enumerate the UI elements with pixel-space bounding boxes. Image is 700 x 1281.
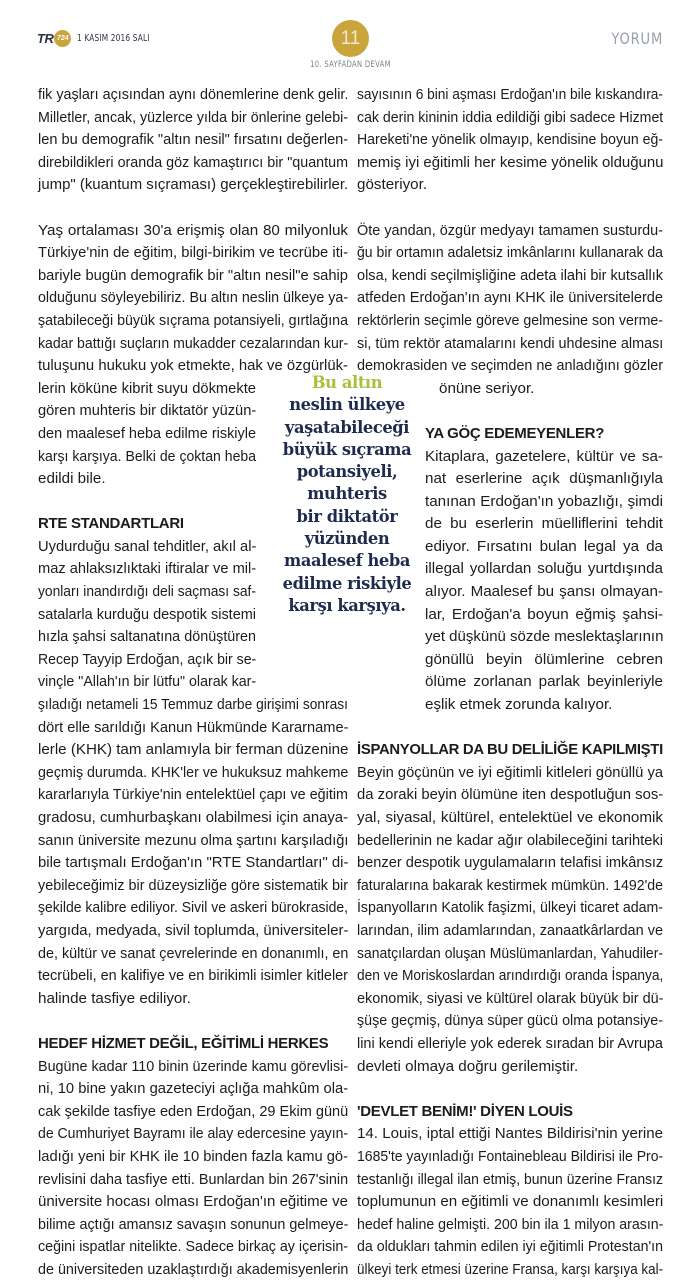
page-number-badge: 11 — [332, 20, 369, 57]
text-line: önüne seriyor. — [439, 379, 535, 397]
paragraph — [357, 84, 663, 197]
text-line: olsa, kendi seçilmişliğine adeta ilahi bir kutsallık — [357, 266, 663, 284]
text-line: tecrübeli, en kalifiye ve en birikimli isimler kitleler — [38, 967, 348, 985]
text-line: atfeden Erdoğan'ın aynı KHK ile üniversitelerde — [357, 289, 663, 307]
section-heading: 'DEVLET BENİM!' DİYEN LOUİS — [357, 1102, 573, 1120]
text-line: lerin köküne kibrit suyu dökmekte — [38, 379, 256, 397]
text-line: de üniversiteden uzaklaştırdığı akademisyenlerin — [38, 1260, 349, 1278]
text-line: gören muhteris bir diktatör yüzün- — [38, 402, 257, 420]
text-line: yargıda, medyada, sivil toplumda, üniversiteler- — [38, 921, 349, 939]
text-line: larından, ilim adamlarından, zanaatkârlardan ve — [357, 921, 663, 939]
text-line: maz ahlaksızlıktaki iftiralar ve mil- — [38, 560, 257, 578]
text-line: faturalarına bakarak kestirmek mümkün. 1492'de — [357, 876, 663, 894]
pull-quote-line: bir diktatör — [296, 506, 398, 526]
text-line: şekilde kalibre ediliyor. Sivil ve askeri bürokraside, — [38, 899, 348, 917]
text-line: da oldukları tahmin edilen iyi eğitimli Protestan'ın — [357, 1238, 663, 1256]
text-line: ölüme zorlanan parlak beyinleriyle — [425, 673, 663, 691]
text-line: illegal yollardan soluğu yurtdışında — [425, 560, 663, 578]
section-heading: İSPANYOLLAR DA BU DELİLİĞE KAPILMIŞTI — [357, 741, 663, 759]
paragraph — [38, 1056, 348, 1281]
text-line: bilime açtığı amansız savaşın sonunun gelmeye- — [38, 1215, 349, 1233]
text-line: vinçle "Allah'ın bir lütfu" olarak kar- — [38, 673, 257, 691]
text-line: den ve Moriskoslardan arındırdığı oranda İspanya, — [357, 967, 664, 985]
text-line: memiş iyi eğitimli her kesime yönelik olduğunu — [357, 153, 664, 171]
continued-from-label — [0, 60, 700, 70]
text-line: gösteriyor. — [357, 176, 428, 194]
text-line: den maalesef heba edilme riskiyle — [38, 424, 256, 442]
text-line: ülkeyi terk etmesi üzerine Fransa, karşı karşıya kal- — [357, 1260, 664, 1278]
text-line: şüşe geçmiş, dünya süper gücü olma potansiye- — [357, 1012, 664, 1030]
text-line: alıyor. Maalesef bu şansı olmayan- — [425, 583, 663, 601]
pull-quote-line: yaşatabileceği — [284, 417, 410, 437]
text-line: da zoraki beyin ölümüne iten despotluğun sos- — [357, 786, 664, 804]
text-line: ğu bir ortamın adaletsiz imkânlarını kullanarak da — [357, 244, 663, 262]
section-label: YORUM — [611, 29, 663, 48]
text-line: fik yaşları açısından aynı dönemlerine denk gelir. — [38, 86, 349, 103]
paragraph — [357, 220, 663, 401]
section-heading: HEDEF HİZMET DEĞİL, EĞİTİMLİ HERKES — [38, 1034, 329, 1052]
text-line: yet düşkünü sözde meslektaşlarının — [425, 628, 664, 646]
page-header — [0, 0, 700, 80]
right-column — [357, 84, 663, 1281]
text-line: olduğunu söyleyebiliriz. Bu altın neslin ülkeye ya- — [38, 289, 349, 307]
text-line: kadar battığı suçların mukadder cezalarından kur- — [38, 334, 349, 352]
text-line: İspanyolların Katolik faşizmi, ülkeyi ticaret adam- — [357, 899, 663, 917]
text-line: yonları inandırdığı deli saçması saf- — [38, 583, 256, 601]
indented-block — [425, 423, 663, 717]
text-line: Öte yandan, özgür medyayı tamamen susturdu- — [357, 221, 663, 239]
text-line: nat eserlerine açık düşmanlığıyla — [425, 470, 663, 488]
section-heading: RTE STANDARTLARI — [38, 515, 184, 533]
text-line: devleti olmaya doğru gerilemiştir. — [357, 1057, 579, 1075]
text-line: Bugüne kadar 110 binin üzerinde kamu görevlisi- — [38, 1057, 349, 1075]
text-line: ladığı yeni bir KHK ile 10 binden fazla kamu gö- — [38, 1147, 348, 1165]
text-line: Milletler, ancak, yüzlerce yılda bir önlerine gelebi- — [38, 108, 348, 126]
paragraph — [38, 84, 348, 197]
pull-quote-line: potansiyeli, — [296, 462, 398, 482]
text-line: testanlığı illegal ilan etmiş, bunun üzerine Fransız — [357, 1170, 663, 1188]
text-line: Türkiye'nin de eğitim, bilgi-birikim ve tecrübe iti- — [38, 244, 348, 262]
issue-date: 1 KASIM 2016 SALI — [77, 33, 150, 44]
text-line: ediyor. Fırsatını bulan legal ya da — [425, 537, 663, 555]
text-line: benzer despotik uygulamaların telafisi imkânsız — [357, 854, 664, 872]
text-line: cak derin kininin iddia edildiği gibi sadece Hizmet — [357, 108, 664, 126]
text-line: demokrasiden ve seçimden ne anladığını gözler — [357, 357, 663, 375]
text-line: karşı karşıya. Belki de çoktan heba — [38, 447, 256, 465]
text-line: Hareketi'ne yönelik olmayıp, kendisine boyun eğ- — [357, 131, 663, 149]
left-column — [38, 84, 348, 1281]
text-line: jump" (kuantum sıçraması) gerçekleştirebilirler. — [38, 176, 349, 194]
tr724-logo — [37, 30, 71, 47]
continued-from-text: 10. SAYFADAN DEVAM — [309, 60, 391, 70]
text-line: gönüllü beyin ölümlerine cebren — [425, 650, 663, 668]
text-line: de, kültür ve sanat çevrelerinde en donanımlı, en — [38, 944, 349, 962]
text-line: len bu demografik "altın nesil" fırsatını değerlen- — [38, 131, 349, 149]
text-line: ni, 10 bine yakın gazeteciyi açlığa mahkûm ola- — [38, 1080, 349, 1098]
text-line: Recep Tayyip Erdoğan, açık bir se- — [38, 650, 257, 668]
text-line: şıladığı netameli 15 Temmuz darbe girişimi sonrası — [38, 696, 348, 714]
paragraph — [425, 446, 663, 717]
text-line: üniversite hocası olması Erdoğan'ın eğitime ve — [38, 1193, 348, 1211]
logo-text: TR — [37, 31, 54, 46]
text-line: revlisini daha tasfiye etti. Bunlardan bin 267'sinin — [38, 1170, 349, 1188]
text-line: cak şekilde tasfiye eden Erdoğan, 29 Ekim günü — [38, 1102, 349, 1120]
text-line: de Cumhuriyet Bayramı ile alay edercesine yayın- — [38, 1125, 349, 1143]
text-line: dört elle sarıldığı Kanun Hükmünde Kararname- — [38, 718, 349, 736]
text-line: sanatçılardan oluşan Müslümanlardan, Yahudiler- — [357, 944, 663, 962]
text-line: sayısının 6 bini aşması Erdoğan'ın bile kıskandıra- — [357, 86, 663, 103]
text-line: lar, Erdoğan'a boyun eğmiş şahsi- — [425, 605, 663, 623]
text-line: hedef haline gelmişti. 200 bin ila 1 milyon arasın- — [357, 1215, 664, 1233]
text-line: yebileceğimiz bir düzeysizliğe göre sistematik bir — [38, 876, 348, 894]
pull-quote-line: maalesef heba — [284, 551, 410, 571]
text-line: bedellerinin ne kadar ağır olabileceğini tarihteki — [357, 831, 663, 849]
text-line: satalarla kurduğu despotik sistemi — [38, 605, 256, 623]
text-line: rektörlerin seçimle göreve gelmesine son verme- — [357, 311, 663, 329]
text-line: 14. Louis, iptal ettiği Nantes Bildirisi'nin yerine — [357, 1125, 663, 1143]
text-line: şatabileceği büyük sıçrama potansiyeli, gırtlağına — [38, 311, 348, 329]
paragraph — [357, 1123, 663, 1281]
paragraph — [357, 762, 663, 1078]
text-line: hızla şahsi saltanatına dönüştüren — [38, 628, 256, 646]
text-line: direbildikleri oranda göz kamaştırıcı bir "quantum — [38, 153, 348, 171]
text-line: bariyle bugün demografik bir "altın nesil"e sahip — [38, 266, 348, 284]
text-line: ceğini ispatlar nitelikte. Sadece birkaç ay içerisin- — [38, 1238, 349, 1256]
text-line: gradosu, cumhurbaşkanı olabilmesi için anaya- — [38, 809, 348, 826]
text-line: Yaş ortalaması 30'a erişmiş olan 80 milyonluk — [38, 221, 348, 239]
text-line: bile tartışmalı Erdoğan'ın "RTE Standartları" di- — [38, 854, 349, 872]
text-line: Beyin göçünün ve iyi eğitimli kitleleri gönüllü ya — [357, 763, 663, 781]
text-line: toplumunun en eğitimli ve donanımlı kesimleri — [357, 1193, 664, 1211]
text-line: ekonomik, siyasi ve kültürel olarak büyük bir dü- — [357, 989, 664, 1007]
text-line: lerle (KHK) tam anlamıyla bir ferman düzenine — [38, 741, 349, 759]
text-line: lini kendi elleriyle yok ederek sıradan bir Avrupa — [357, 1034, 663, 1052]
section-heading: YA GÖÇ EDEMEYENLER? — [425, 424, 605, 442]
text-line: sanın üniversite mezunu olma şartını karşıladığı — [38, 831, 349, 849]
text-line: tuluşunu hukuku yok etmekte, hak ve özgürlük- — [38, 357, 348, 375]
text-line: 1685'te yayınladığı Fontainebleau Bildirisi ile Pro- — [357, 1147, 664, 1165]
text-line: edildi bile. — [38, 470, 106, 488]
pull-quote-accent: Bu altın — [311, 373, 383, 392]
text-line: kararlarıyla Türkiye'nin entelektüel çapı ve eğitim — [38, 786, 348, 804]
text-line: halinde tasfiye ediliyor. — [38, 989, 191, 1007]
pull-quote-line: yüzünden — [304, 529, 390, 549]
pull-quote-line: neslin ülkeye — [289, 395, 405, 415]
pull-quote-line: büyük sıçrama — [282, 439, 412, 459]
text-line: Kitaplara, gazetelere, kültür ve sa- — [425, 447, 663, 465]
text-line: yal, siyasal, kültürel, entelektüel ve ekonomik — [357, 809, 663, 826]
pull-quote-line: edilme riskiyle — [282, 573, 412, 593]
text-line: de bu eserlerin müelliflerini tehdit — [425, 515, 663, 533]
text-line: Uydurduğu sanal tehditler, akıl al- — [38, 537, 257, 555]
pull-quote-line: karşı karşıya. — [288, 595, 406, 615]
text-line: eşlik etmek zorunda kalıyor. — [425, 696, 613, 714]
text-line: tanınan Erdoğan'ın yobazlığı, şimdi — [425, 492, 663, 510]
text-line: geçmiş durumda. KHK'ler ve hukuksuz mahkeme — [38, 763, 349, 781]
text-line: si, tüm rektör atamalarını kendi uhdesine alması — [357, 334, 664, 352]
logo-badge: 724 — [54, 30, 71, 47]
pull-quote-line: muhteris — [307, 484, 387, 504]
